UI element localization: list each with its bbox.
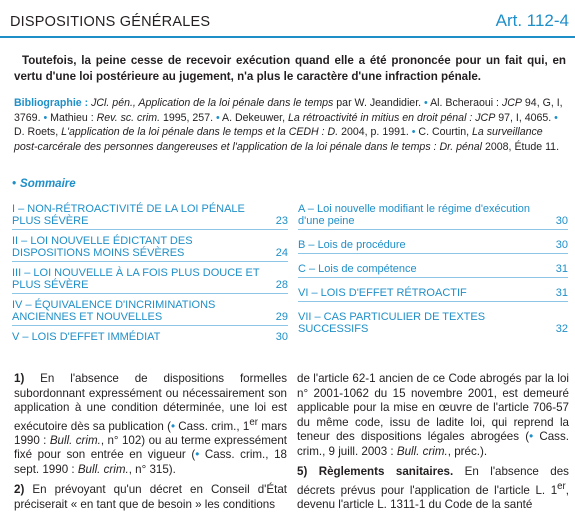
toc-item[interactable] (298, 287, 568, 299)
article-principle: Toutefois, la peine cesse de recevoir exécution quand elle a été prononcée pour un fait qui, en vertu d'une loi postérieure au jugement, n'a plus le caractère d'une infraction pénale. (14, 54, 566, 83)
bullet-icon: • (408, 126, 416, 139)
bibliography-ref: 1995, 257. (160, 111, 214, 124)
paragraph-continued (297, 372, 569, 459)
toc-item[interactable] (12, 203, 288, 227)
toc-item[interactable] (298, 203, 568, 227)
bibliography-author: Al. Bcheraoui : (427, 97, 502, 109)
toc-page: 28 (275, 279, 288, 291)
bibliography-entries (14, 97, 563, 153)
bibliography-title: JCP (501, 97, 522, 109)
bullet-icon: • (170, 419, 175, 433)
paragraph-text: En l'absence de dispositions formelles subordonnant expressément ou nécessairement son application à une condition déterminée, une loi est exécutoire dès sa publication ( (14, 372, 287, 433)
toc-divider (12, 293, 288, 294)
citation: , n° 102) ou au terme expressément fixé pour son entrée en vigueur ( (14, 433, 287, 462)
bullet-icon: • (213, 111, 220, 124)
paragraph-title: Règlements sanitaires. (318, 465, 454, 478)
citation: , préc.). (447, 444, 488, 458)
toc-page: 31 (555, 263, 568, 275)
bibliography (14, 96, 566, 154)
sommaire-right-column (298, 203, 568, 335)
superscript: er (557, 480, 566, 492)
toc-divider (12, 325, 288, 326)
bibliography-ref: 94, G, I, 3769. (14, 97, 563, 124)
bibliography-title: JCl. pén., Application de la loi pénale dans le temps (91, 97, 334, 109)
superscript: er (249, 416, 258, 428)
section-title: DISPOSITIONS GÉNÉRALES (10, 14, 211, 30)
toc-divider (298, 277, 568, 278)
bibliography-author: A. Dekeuwer, (219, 111, 288, 124)
bullet-icon: • (12, 178, 17, 190)
citation: , n° 315). (128, 462, 176, 476)
bibliography-title: L'application de la loi pénale dans le temps et la CEDH : D. (61, 126, 339, 139)
paragraph-number: 1) (14, 372, 25, 385)
toc-page: 32 (555, 323, 568, 335)
toc-page: 30 (275, 331, 288, 343)
toc-item[interactable] (12, 235, 288, 259)
bibliography-title: Rev. sc. crim. (96, 111, 161, 124)
bulletin-ref: Bull. crim. (396, 444, 448, 458)
toc-page: 29 (275, 311, 288, 323)
bibliography-ref: par W. Jeandidier. (333, 97, 422, 109)
toc-item[interactable] (12, 299, 288, 323)
paragraph-5 (297, 465, 569, 512)
paragraph-2 (14, 483, 287, 512)
bibliography-ref: 2008, Étude 11. (482, 140, 560, 153)
paragraph-text: En l'absence des décrets prévus pour l'application de l'article L. 1 (297, 465, 569, 497)
toc-label: III – LOI NOUVELLE À LA FOIS PLUS DOUCE ET PLUS SÉVÈRE (12, 267, 260, 291)
toc-label: VI – LOIS D'EFFET RÉTROACTIF (298, 287, 467, 299)
bullet-icon: • (195, 448, 200, 462)
toc-page: 30 (555, 239, 568, 251)
toc-item[interactable] (298, 311, 568, 335)
toc-label: V – LOIS D'EFFET IMMÉDIAT (12, 331, 161, 343)
paragraph-number: 5) (297, 465, 308, 478)
toc-item[interactable] (12, 331, 288, 343)
bullet-icon: • (40, 111, 48, 124)
bibliography-ref: 97, I, 4065. (495, 111, 552, 124)
page-header (0, 0, 575, 38)
toc-item[interactable] (298, 239, 568, 251)
sommaire-left-column (12, 203, 288, 343)
bibliography-title: La surveillance post-carcérale des personnes dangereuses et l'application de la loi pénale dans le temps : Dr. pénal (14, 126, 543, 153)
bullet-icon: • (421, 97, 428, 109)
bibliography-author: C. Courtin, (415, 126, 473, 139)
sommaire-heading (12, 178, 76, 190)
bibliography-label: Bibliographie : (14, 97, 89, 109)
citation: Cass. crim., 9 juill. 2003 : (297, 430, 569, 458)
body-left-column (14, 372, 287, 518)
paragraph-number: 2) (14, 483, 25, 497)
bullet-icon: • (551, 111, 558, 124)
toc-item[interactable] (298, 263, 568, 275)
toc-page: 23 (275, 215, 288, 227)
toc-label: VII – CAS PARTICULIER DE TEXTES SUCCESSIFS (298, 311, 486, 335)
bibliography-author: D. Roets, (14, 126, 62, 139)
toc-label: C – Lois de compétence (298, 263, 417, 275)
paragraph-text: , devenu l'article L. 1311-1 du Code de la santé (297, 483, 569, 511)
article-number: Art. 112-4 (495, 11, 569, 30)
citation: mars 1990 : (14, 419, 287, 447)
bullet-icon: • (529, 430, 534, 443)
body-right-column (297, 372, 569, 518)
bulletin-ref: Bull. crim. (77, 462, 129, 476)
toc-item[interactable] (12, 267, 288, 291)
toc-label: I – NON-RÉTROACTIVITÉ DE LA LOI PÉNALE PLUS SÉVÈRE (12, 203, 245, 227)
citation: Cass. crim., 18 sept. 1990 : (14, 448, 288, 476)
toc-divider (298, 229, 568, 230)
toc-label: II – LOI NOUVELLE ÉDICTANT DES DISPOSITIONS MOINS SÉVÈRES (12, 235, 193, 259)
toc-label: IV – ÉQUIVALENCE D'INCRIMINATIONS ANCIENNES ET NOUVELLES (12, 299, 216, 323)
toc-page: 30 (555, 215, 568, 227)
citation: Cass. crim., 1 (175, 419, 250, 433)
toc-label: B – Lois de procédure (298, 239, 406, 251)
paragraph-text: de l'article 62-1 ancien de ce Code abrogés par la loi n° 2001-1062 du 15 novembre 2001, est demeuré applicable pour la mise en œuvre de l'article 706-57 du même code, issu de ladite loi, qui reprend la teneur des dispositions légales abrogées ( (297, 372, 569, 443)
toc-page: 31 (555, 287, 568, 299)
toc-divider (298, 253, 568, 254)
toc-divider (12, 229, 288, 230)
toc-page: 24 (275, 247, 288, 259)
sommaire-title: Sommaire (20, 178, 76, 190)
bibliography-ref: 2004, p. 1991. (338, 126, 409, 139)
paragraph-1 (14, 372, 287, 477)
toc-divider (12, 261, 288, 262)
bulletin-ref: Bull. crim. (49, 433, 101, 447)
paragraph-text: En prévoyant qu'un décret en Conseil d'État préciserait « en tant que de besoin » les conditions (14, 483, 287, 511)
toc-label: A – Loi nouvelle modifiant le régime d'exécution d'une peine (298, 203, 531, 227)
toc-divider (298, 301, 568, 302)
bibliography-author: Mathieu : (47, 111, 97, 124)
bibliography-title: La rétroactivité in mitius en droit pénal : JCP (288, 111, 496, 124)
